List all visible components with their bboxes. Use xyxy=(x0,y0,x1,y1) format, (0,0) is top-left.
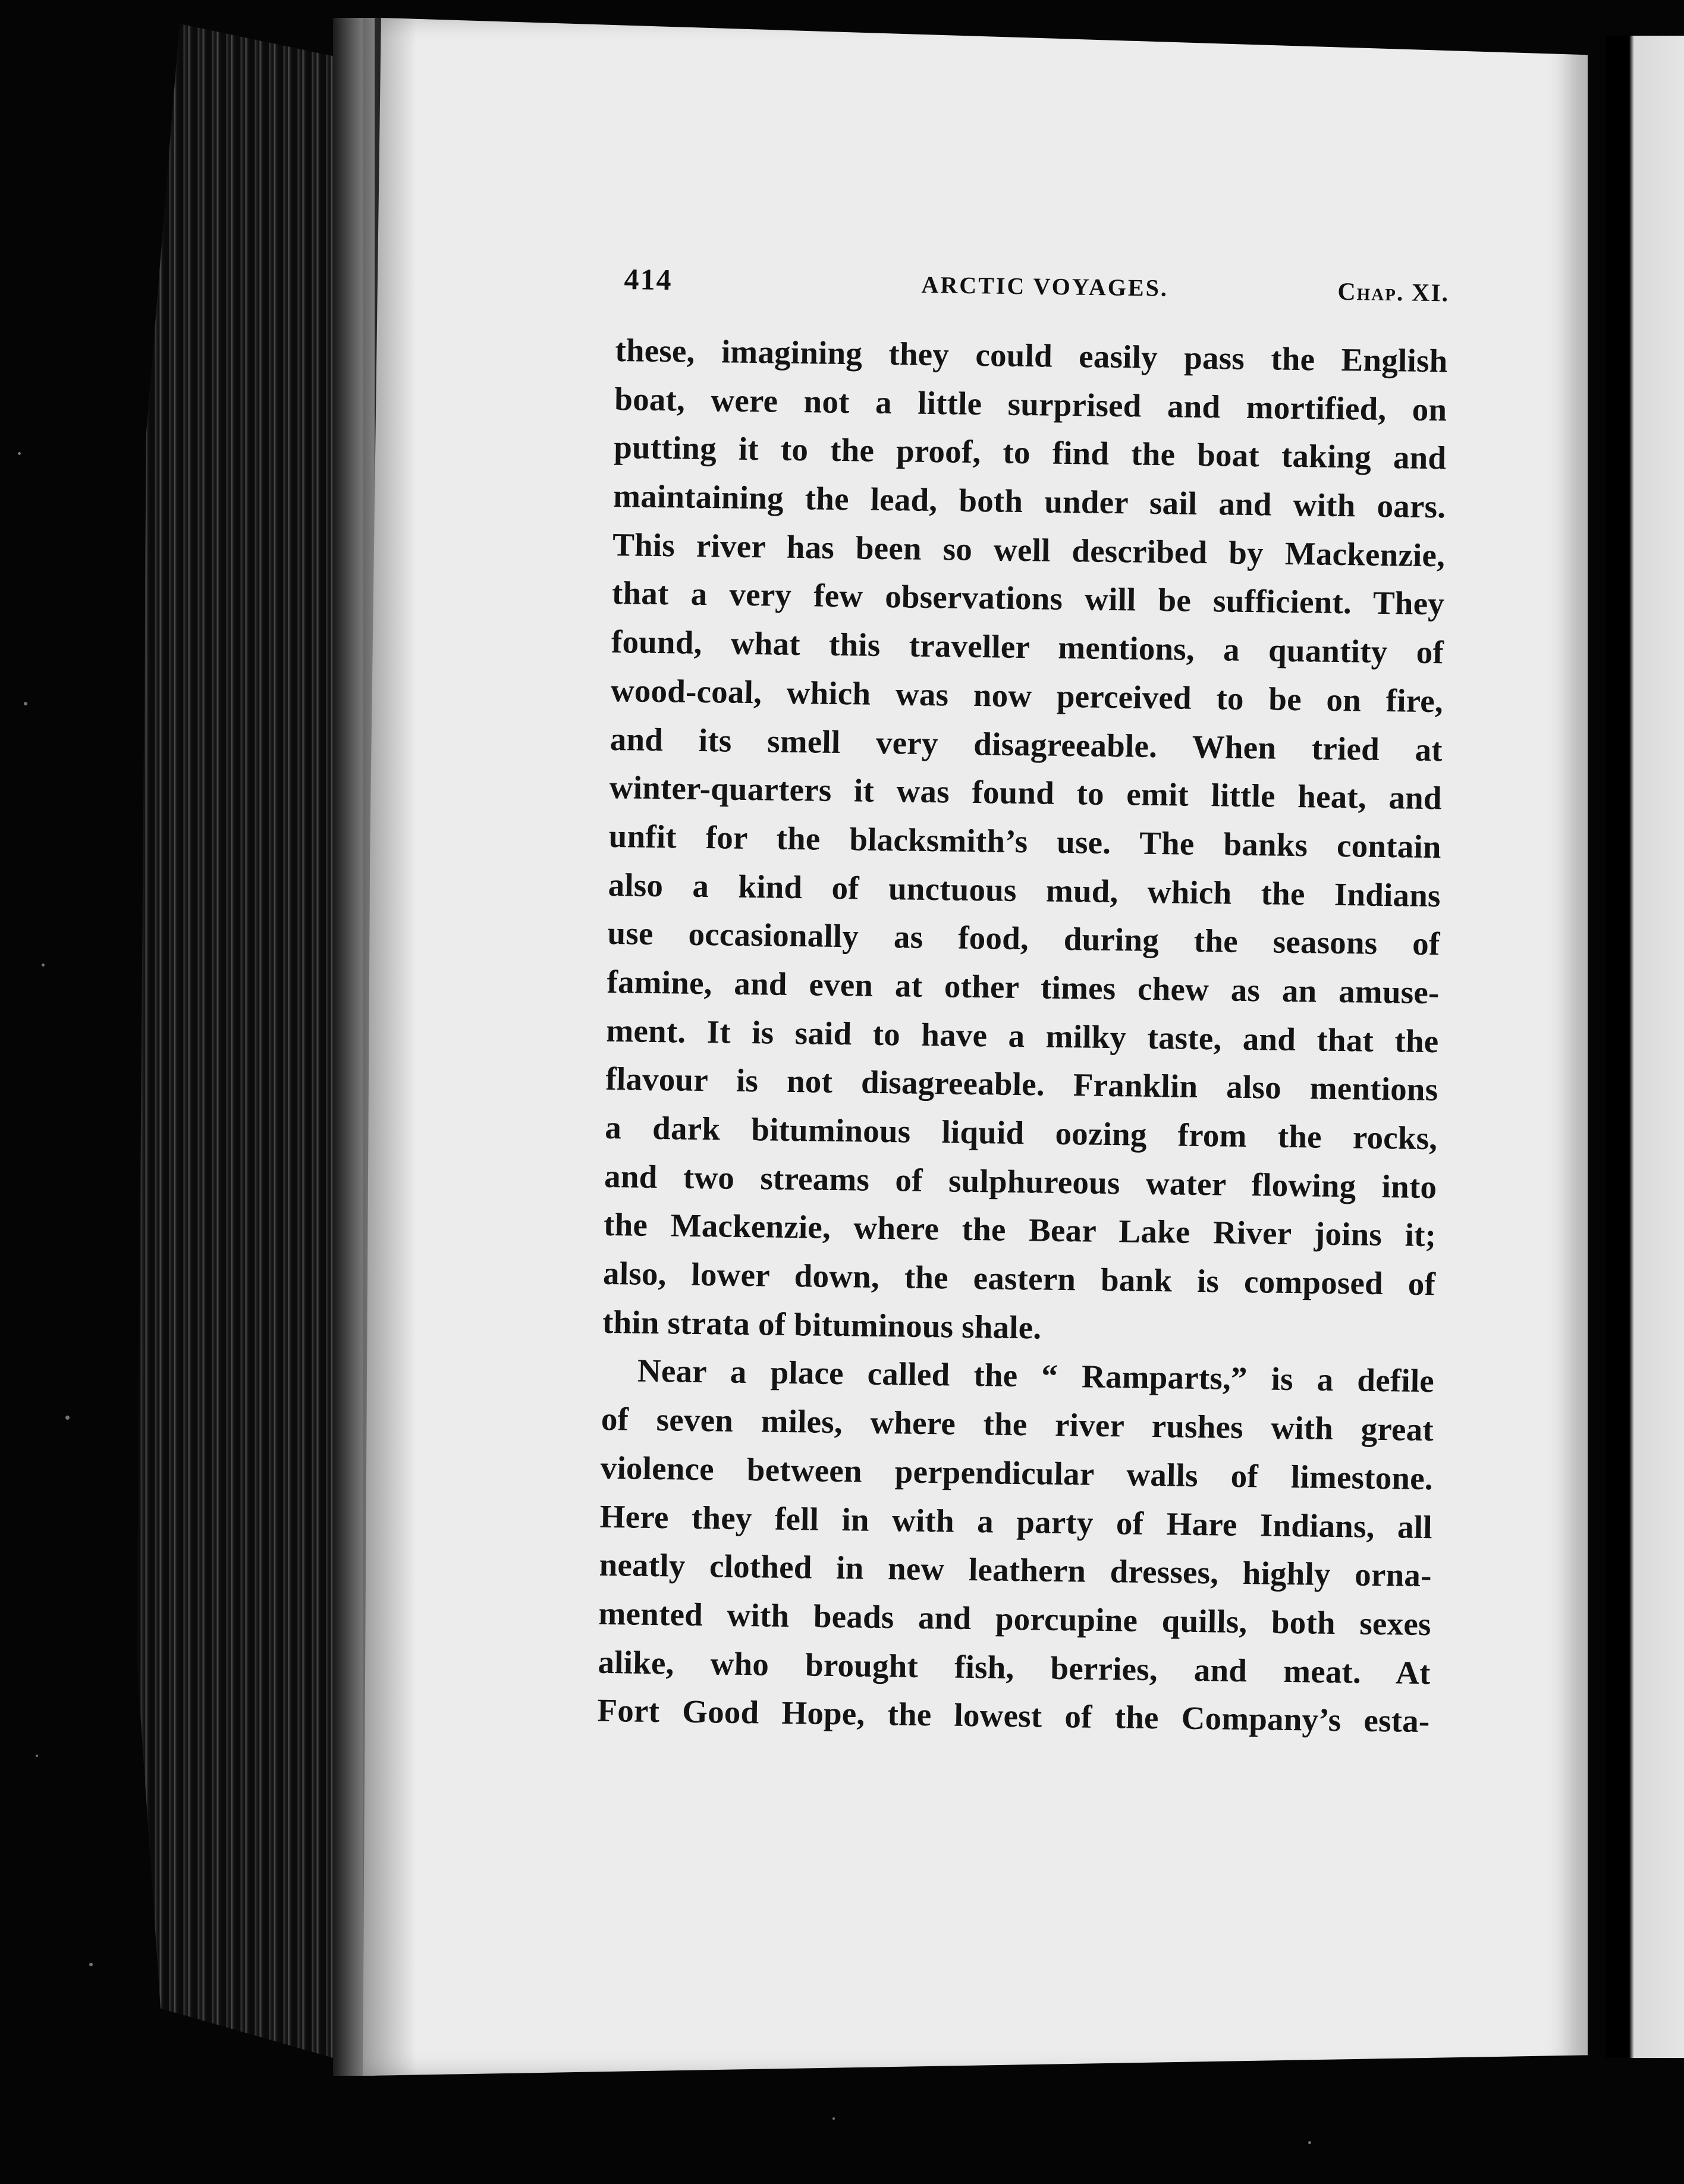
text-line: these, imagining they could easily pass the English xyxy=(615,331,1448,379)
text-line: that a very few observations will be sufficient. They xyxy=(611,575,1445,622)
text-line: winter-quarters it was found to emit little heat, and xyxy=(609,769,1443,817)
text-line: ment. It is said to have a milky taste, and that the xyxy=(606,1012,1439,1059)
dust-speck xyxy=(36,1755,38,1757)
paragraph-end-line: thin strata of bituminous shale. xyxy=(602,1303,1042,1346)
text-line: flavour is not disagreeable. Franklin also mentions xyxy=(605,1060,1438,1108)
paragraph-start-line: Near a place called the “ Ramparts,” is a defile xyxy=(637,1353,1435,1399)
dust-speck xyxy=(832,2117,835,2120)
dust-speck xyxy=(65,1416,70,1420)
dust-speck xyxy=(89,1963,93,1966)
chapter-reference: Chap. XI. xyxy=(1337,278,1450,307)
dust-speck xyxy=(42,964,45,967)
text-line: of seven miles, where the river rushes with great xyxy=(601,1400,1434,1448)
facing-page-edge xyxy=(1606,36,1684,2058)
gutter-shadow xyxy=(363,18,416,2076)
text-line: putting it to the proof, to find the boat taking and xyxy=(613,429,1447,476)
text-line: neatly clothed in new leathern dresses, highly orna- xyxy=(599,1546,1432,1594)
text-line: famine, and even at other times chew as an amuse- xyxy=(607,963,1440,1011)
text-line: also, lower down, the eastern bank is composed of xyxy=(602,1254,1436,1303)
text-line: Fort Good Hope, the lowest of the Company’s esta- xyxy=(597,1692,1430,1740)
text-line: the Mackenzie, where the Bear Lake River joins it; xyxy=(603,1206,1437,1254)
text-line: and its smell very disagreeable. When tried at xyxy=(609,720,1443,768)
text-line: use occasionally as food, during the seasons of xyxy=(607,915,1440,962)
text-line: a dark bituminous liquid oozing from the rocks, xyxy=(604,1109,1438,1157)
page-number: 414 xyxy=(624,262,673,297)
text-line: maintaining the lead, both under sail and with oars. xyxy=(612,478,1446,525)
dust-speck xyxy=(1308,2141,1311,2144)
dust-speck xyxy=(24,702,27,705)
text-line: found, what this traveller mentions, a quantity of xyxy=(611,623,1444,671)
text-line: unfit for the blacksmith’s use. The banks contain xyxy=(608,817,1442,865)
text-line: wood-coal, which was now perceived to be on fire, xyxy=(610,671,1444,720)
text-line: This river has been so well described by Mackenzie, xyxy=(612,526,1446,574)
text-line: also a kind of unctuous mud, which the Indians xyxy=(608,866,1441,914)
body-text xyxy=(597,326,1448,1746)
text-line: and two streams of sulphureous water flowing into xyxy=(604,1157,1437,1205)
text-line: boat, were not a little surprised and mortified, on xyxy=(614,380,1447,428)
text-line: Here they fell in with a party of Hare Indians, all xyxy=(599,1498,1433,1545)
text-line: mented with beads and porcupine quills, both sexes xyxy=(598,1595,1431,1643)
text-line: alike, who brought fish, berries, and meat. At xyxy=(598,1643,1431,1691)
text-line: violence between perpendicular walls of limestone. xyxy=(600,1449,1434,1496)
dust-speck xyxy=(18,452,21,455)
running-title: ARCTIC VOYAGES. xyxy=(921,271,1169,302)
